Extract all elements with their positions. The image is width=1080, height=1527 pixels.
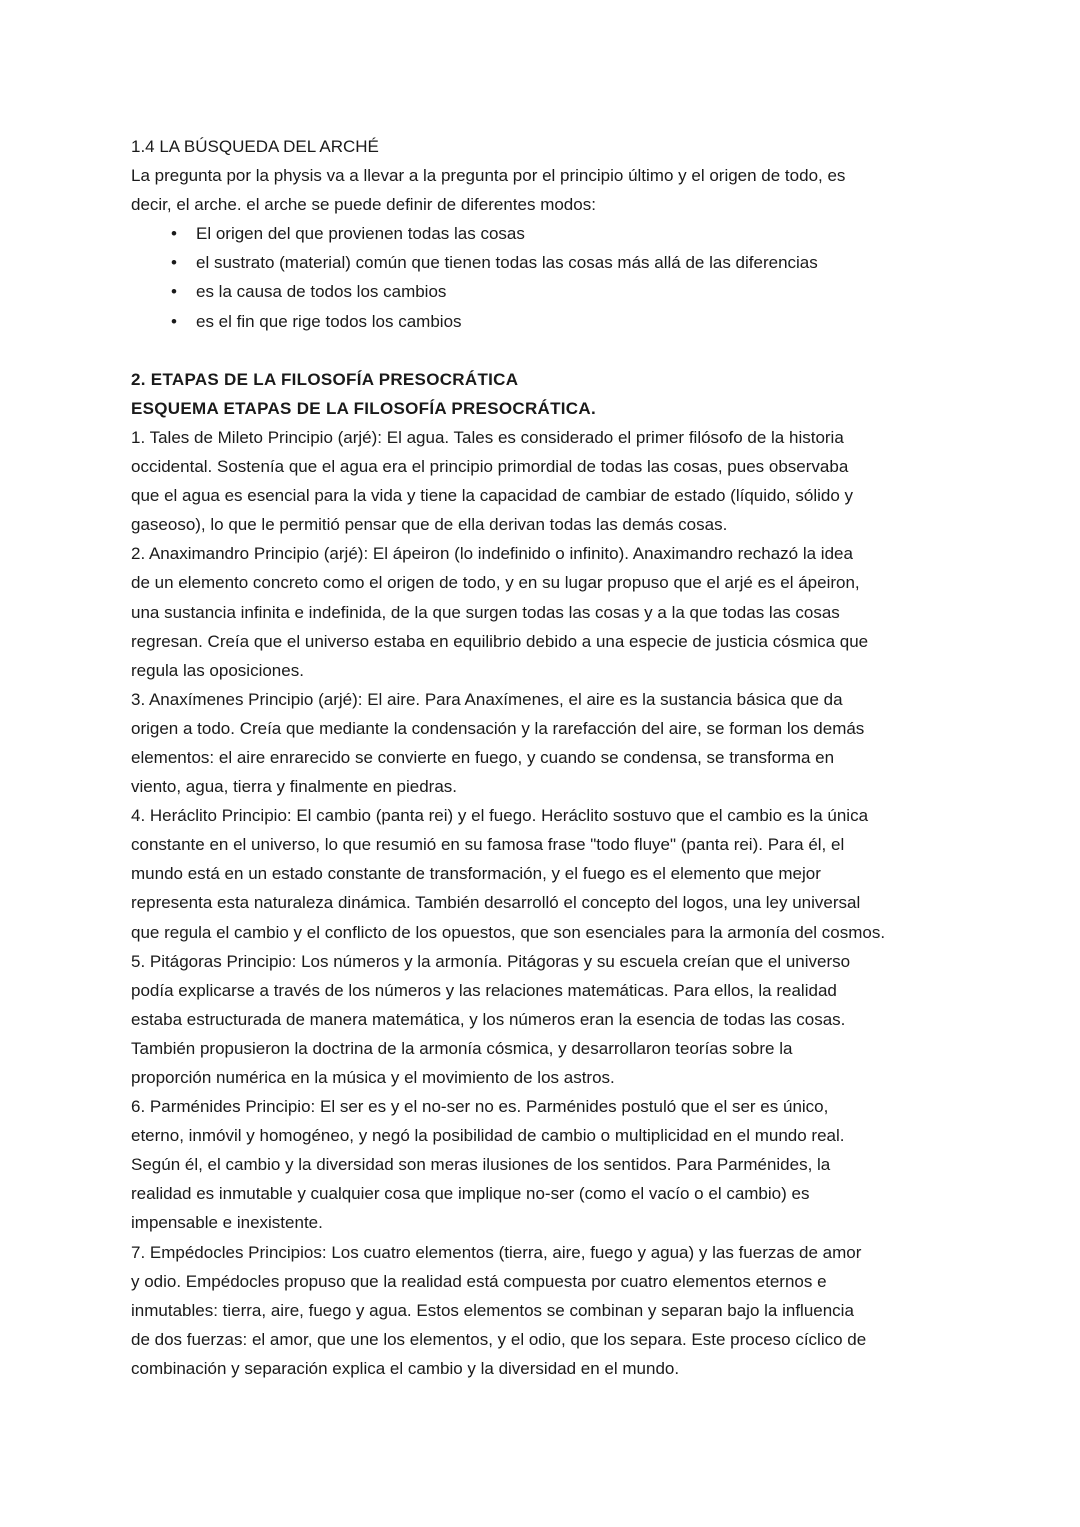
text-line: una sustancia infinita e indefinida, de la que surgen todas las cosas y a la que todas las cosas (131, 602, 840, 622)
list-item: • el sustrato (material) común que tienen todas las cosas más allá de las diferencias (131, 248, 971, 277)
text-line: impensable e inexistente. (131, 1213, 323, 1233)
text-line: 7. Empédocles Principios: Los cuatro elementos (tierra, aire, fuego y agua) y las fuerzas de amor (131, 1242, 862, 1262)
text-line: 3. Anaxímenes Principio (arjé): El aire. Para Anaxímenes, el aire es la sustancia básica que da (131, 689, 843, 709)
intro-paragraph (131, 161, 971, 219)
list-item: • es la causa de todos los cambios (131, 277, 971, 306)
text-line: elementos: el aire enrarecido se convierte en fuego, y cuando se condensa, se transforma en (131, 747, 835, 767)
text-line: 4. Heráclito Principio: El cambio (panta rei) y el fuego. Heráclito sostuvo que el cambio es la única (131, 806, 869, 826)
section-1-4 (131, 132, 971, 336)
philosopher-paragraph (131, 539, 971, 684)
text-line: 1. Tales de Mileto Principio (arjé): El agua. Tales es considerado el primer filósofo de la historia (131, 427, 844, 447)
text-line: eterno, inmóvil y homogéneo, y negó la posibilidad de cambio o multiplicidad en el mundo real. (131, 1126, 845, 1146)
text-line: mundo está en un estado constante de transformación, y el fuego es el elemento que mejor (131, 864, 821, 884)
text-line: y odio. Empédocles propuso que la realidad está compuesta por cuatro elementos eternos e (131, 1271, 827, 1291)
philosopher-paragraph (131, 947, 971, 1092)
text-line: occidental. Sostenía que el agua era el principio primordial de todas las cosas, pues observaba (131, 457, 849, 477)
list-item: • es el fin que rige todos los cambios (131, 307, 971, 336)
text-line: que regula el cambio y el conflicto de los opuestos, que son esenciales para la armonía del cosmos. (131, 922, 886, 942)
text-line: combinación y separación explica el cambio y la diversidad en el mundo. (131, 1358, 680, 1378)
document-page (131, 132, 971, 1383)
text-line: regresan. Creía que el universo estaba en equilibrio debido a una especie de justicia cósmica que (131, 631, 869, 651)
philosopher-paragraph (131, 801, 971, 946)
arche-definitions-list (131, 219, 971, 335)
text-line: podía explicarse a través de los números y las relaciones matemáticas. Para ellos, la realidad (131, 980, 837, 1000)
philosopher-paragraph (131, 1238, 971, 1383)
text-line: que el agua es esencial para la vida y tiene la capacidad de cambiar de estado (líquido, sólido y (131, 486, 854, 506)
philosopher-paragraph (131, 685, 971, 801)
text-line: gaseoso), lo que le permitió pensar que de ella derivan todas las demás cosas. (131, 515, 728, 535)
section-heading: 1.4 LA BÚSQUEDA DEL ARCHÉ (131, 137, 379, 156)
philosophers-list (131, 423, 971, 1383)
section-2 (131, 365, 971, 1383)
text-line: 5. Pitágoras Principio: Los números y la armonía. Pitágoras y su escuela creían que el universo (131, 951, 851, 971)
section-heading: 2. ETAPAS DE LA FILOSOFÍA PRESOCRÁTICA (131, 369, 519, 389)
text-line: inmutables: tierra, aire, fuego y agua. Estos elementos se combinan y separan bajo la influencia (131, 1300, 854, 1320)
text-line: Según él, el cambio y la diversidad son meras ilusiones de los sentidos. Para Parménides, la (131, 1155, 831, 1175)
text-line: representa esta naturaleza dinámica. También desarrolló el concepto del logos, una ley universal (131, 893, 861, 913)
text-line: regula las oposiciones. (131, 660, 304, 680)
philosopher-paragraph (131, 1092, 971, 1237)
text-line: constante en el universo, lo que resumió en su famosa frase "todo fluye" (panta rei). Para él, el (131, 835, 845, 855)
text-line: 6. Parménides Principio: El ser es y el no-ser no es. Parménides postuló que el ser es único, (131, 1097, 829, 1117)
text-line: de un elemento concreto como el origen de todo, y en su lugar propuso que el arjé es el ápeiron, (131, 573, 860, 593)
text-line: También propusieron la doctrina de la armonía cósmica, y desarrollaron teorías sobre la (131, 1038, 793, 1058)
text-line: decir, el arche. el arche se puede definir de diferentes modos: (131, 195, 596, 215)
section-subheading: ESQUEMA ETAPAS DE LA FILOSOFÍA PRESOCRÁTICA. (131, 398, 596, 418)
text-line: proporción numérica en la música y el movimiento de los astros. (131, 1068, 615, 1087)
text-line: 2. Anaximandro Principio (arjé): El ápeiron (lo indefinido o infinito). Anaximandro rechazó la idea (131, 544, 853, 564)
text-line: de dos fuerzas: el amor, que une los elementos, y el odio, que los separa. Este proceso cíclico de (131, 1329, 867, 1349)
text-line: realidad es inmutable y cualquier cosa que implique no-ser (como el vacío o el cambio) es (131, 1184, 810, 1204)
text-line: origen a todo. Creía que mediante la condensación y la rarefacción del aire, se forman los demás (131, 718, 865, 738)
text-line: estaba estructurada de manera matemática, y los números eran la esencia de todas las cosas. (131, 1009, 846, 1029)
philosopher-paragraph (131, 423, 971, 539)
text-line: La pregunta por la physis va a llevar a la pregunta por el principio último y el origen de todo, es (131, 166, 846, 186)
spacer (131, 336, 971, 365)
list-item: • El origen del que provienen todas las cosas (131, 219, 971, 248)
text-line: viento, agua, tierra y finalmente en piedras. (131, 777, 458, 797)
